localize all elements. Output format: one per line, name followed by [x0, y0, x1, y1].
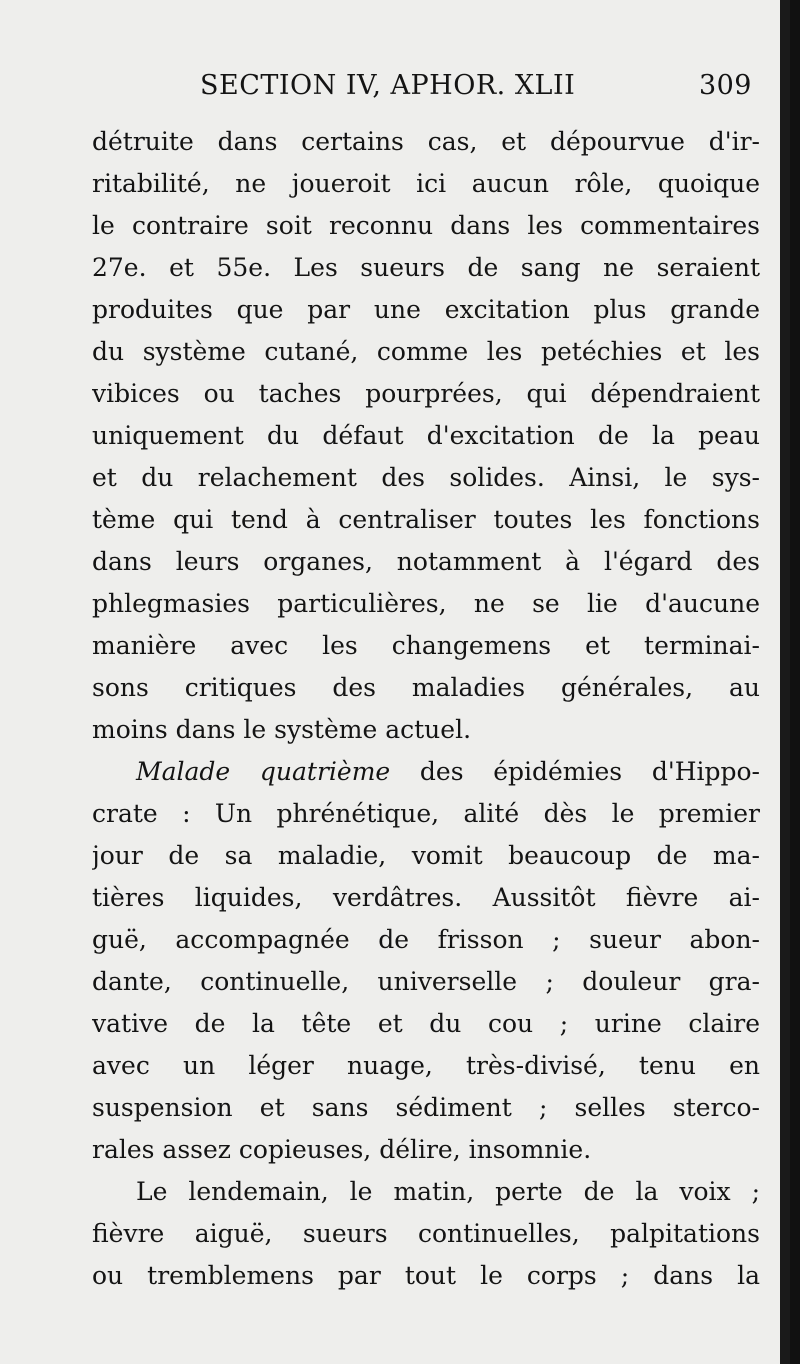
text-line: produites que par une excitation plus grande: [92, 295, 760, 324]
text-line: vibices ou taches pourprées, qui dépendraient: [92, 379, 760, 408]
opening-line-rest: des épidémies d'Hippo-: [390, 757, 760, 786]
page-number: 309: [698, 70, 752, 101]
text-line: Le lendemain, le matin, perte de la voix ;: [136, 1177, 760, 1206]
paragraph-opening-line: [92, 751, 760, 793]
text-line: vative de la tête et du cou ; urine claire: [92, 1009, 760, 1038]
text-line: tières liquides, verdâtres. Aussitôt fièvre ai-: [92, 883, 760, 912]
text-line: 27e. et 55e. Les sueurs de sang ne seraient: [92, 253, 760, 282]
text-line: avec un léger nuage, très-divisé, tenu en: [92, 1051, 760, 1080]
text-line: tème qui tend à centraliser toutes les fonctions: [92, 505, 760, 534]
text-line: ritabilité, ne joueroit ici aucun rôle, quoique: [92, 169, 760, 198]
page-header: [200, 70, 760, 101]
text-line: et du relachement des solides. Ainsi, le sys-: [92, 463, 760, 492]
text-line: ou tremblemens par tout le corps ; dans la: [92, 1261, 760, 1290]
text-line: manière avec les changemens et terminai-: [92, 631, 760, 660]
text-line: le contraire soit reconnu dans les commentaires: [92, 211, 760, 240]
text-line: du système cutané, comme les petéchies et les: [92, 337, 760, 366]
text-line: crate : Un phrénétique, alité dès le premier: [92, 799, 760, 828]
text-line: phlegmasies particulières, ne se lie d'aucune: [92, 589, 760, 618]
text-line: dante, continuelle, universelle ; douleur gra-: [92, 967, 760, 996]
running-title: SECTION IV, APHOR. XLII: [200, 70, 576, 101]
text-line: jour de sa maladie, vomit beaucoup de ma-: [92, 841, 760, 870]
text-line: suspension et sans sédiment ; selles sterco-: [92, 1093, 760, 1122]
text-line: détruite dans certains cas, et dépourvue d'ir-: [92, 127, 760, 156]
body-text: [92, 121, 760, 1297]
page-edge-shadow: [780, 0, 790, 1364]
text-line: rales assez copieuses, délire, insomnie.: [92, 1135, 592, 1164]
text-line: guë, accompagnée de frisson ; sueur abon-: [92, 925, 760, 954]
text-line: fièvre aiguë, sueurs continuelles, palpitations: [92, 1219, 760, 1248]
text-line: sons critiques des maladies générales, au: [92, 673, 760, 702]
italic-lead: Malade quatrième: [136, 757, 391, 786]
text-line: uniquement du défaut d'excitation de la peau: [92, 421, 760, 450]
text-line: moins dans le système actuel.: [92, 715, 472, 744]
text-line: dans leurs organes, notamment à l'égard des: [92, 547, 760, 576]
